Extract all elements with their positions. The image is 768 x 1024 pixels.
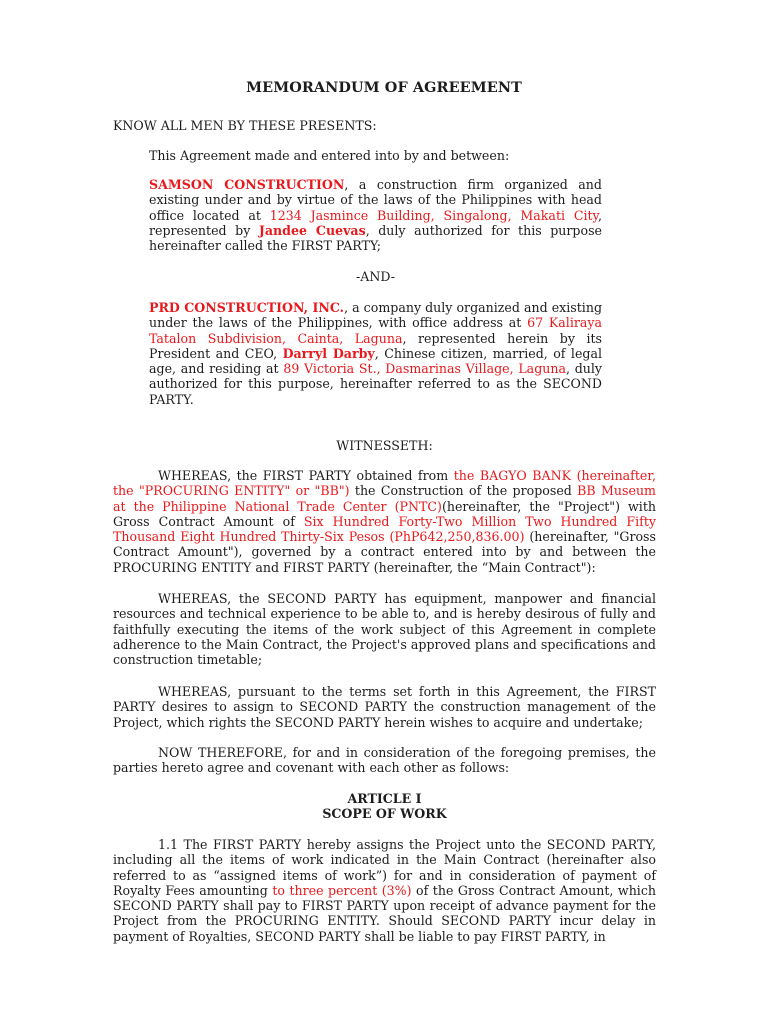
gross-contract-amount: Six Hundred Forty-Two Million Two Hundred Fifty Thousand Eight Hundred Thirty-Six Pesos (PhP642,250,836.00) [113, 513, 656, 545]
royalty-percentage: to three percent (3%) [272, 882, 412, 898]
whereas-paragraph-1: WHEREAS, the FIRST PARTY obtained from the BAGYO BANK (hereinafter, the "PROCURING ENTITY" or "BB") the Construction of the proposed BB Museum at the Philippine National Trade Center (PNTC)(hereinafter, the "Project") with Gross Contract Amount of Six Hundred Forty-Two Million Two Hundred Fifty Thousand Eight Hundred Thirty-Six Pesos (PhP642,250,836.00) (hereinafter, "Gross Contract Amount"), governed by a contract entered into by and between the PROCURING ENTITY and FIRST PARTY (hereinafter, the “Main Contract"): [113, 468, 656, 575]
first-party-address: 1234 Jasmince Building, Singalong, Makati City [269, 207, 598, 223]
second-party-residence: 89 Victoria St., Dasmarinas Village, Laguna [283, 361, 566, 377]
witnesseth-heading: WITNESSETH: [336, 438, 433, 453]
agreement-made-line: This Agreement made and entered into by and between: [149, 148, 510, 163]
second-party-name: PRD CONSTRUCTION, INC. [149, 300, 345, 315]
article-heading: ARTICLE I [347, 791, 422, 806]
now-therefore-paragraph: NOW THEREFORE, for and in consideration of the foregoing premises, the parties hereto agree and covenant with each other as follows: [113, 745, 656, 776]
document-title: MEMORANDUM OF AGREEMENT [246, 79, 522, 96]
and-separator: -AND- [356, 269, 395, 284]
procuring-entity: the BAGYO BANK (hereinafter, the "PROCURING ENTITY" or "BB") [113, 468, 656, 499]
article-subheading: SCOPE OF WORK [322, 806, 447, 821]
first-party-paragraph: SAMSON CONSTRUCTION, a construction firm organized and existing under and by virtue of the laws of the Philippines with head office located at 1234 Jasmince Building, Singalong, Makati City, represented by Jandee Cuevas, duly authorized for this purpose hereinafter called the FIRST PARTY; [149, 177, 603, 254]
second-party-address: 67 Kaliraya Tatalon Subdivision, Cainta, Laguna [149, 315, 602, 346]
first-party-representative: Jandee Cuevas [258, 222, 366, 238]
whereas-paragraph-3: WHEREAS, pursuant to the terms set forth in this Agreement, the FIRST PARTY desires to assign to SECOND PARTY the construction management of the Project, which rights the SECOND PARTY herein wishes to acquire and undertake; [113, 684, 656, 730]
project-name: BB Museum at the Philippine National Trade Center (PNTC) [113, 483, 656, 514]
clause-1-1: 1.1 The FIRST PARTY hereby assigns the Project unto the SECOND PARTY, including all the items of work indicated in the Main Contract (hereinafter also referred to as “assigned items of work”) for and in consideration of payment of Royalty Fees amounting to three percent (3%) of the Gross Contract Amount, which SECOND PARTY shall pay to FIRST PARTY upon receipt of advance payment for the Project from the PROCURING ENTITY. Should SECOND PARTY incur delay in payment of Royalties, SECOND PARTY shall be liable to pay FIRST PARTY, in [113, 837, 656, 944]
second-party-paragraph: PRD CONSTRUCTION, INC., a company duly organized and existing under the laws of the Philippines, with office address at 67 Kaliraya Tatalon Subdivision, Cainta, Laguna, represented herein by its President and CEO, Darryl Darby, Chinese citizen, married, of legal age, and residing at 89 Victoria St., Dasmarinas Village, Laguna, duly authorized for this purpose, hereinafter referred to as the SECOND PARTY. [149, 300, 603, 407]
second-party-representative: Darryl Darby [282, 345, 375, 361]
first-party-name: SAMSON CONSTRUCTION [149, 177, 345, 192]
whereas-paragraph-2: WHEREAS, the SECOND PARTY has equipment, manpower and financial resources and technical experience to be able to, and is hereby desirous of fully and faithfully executing the items of the work subject of this Agreement in complete adherence to the Main Contract, the Project's approved plans and specifications and construction timetable; [113, 591, 656, 668]
intro-line: KNOW ALL MEN BY THESE PRESENTS: [113, 118, 377, 133]
